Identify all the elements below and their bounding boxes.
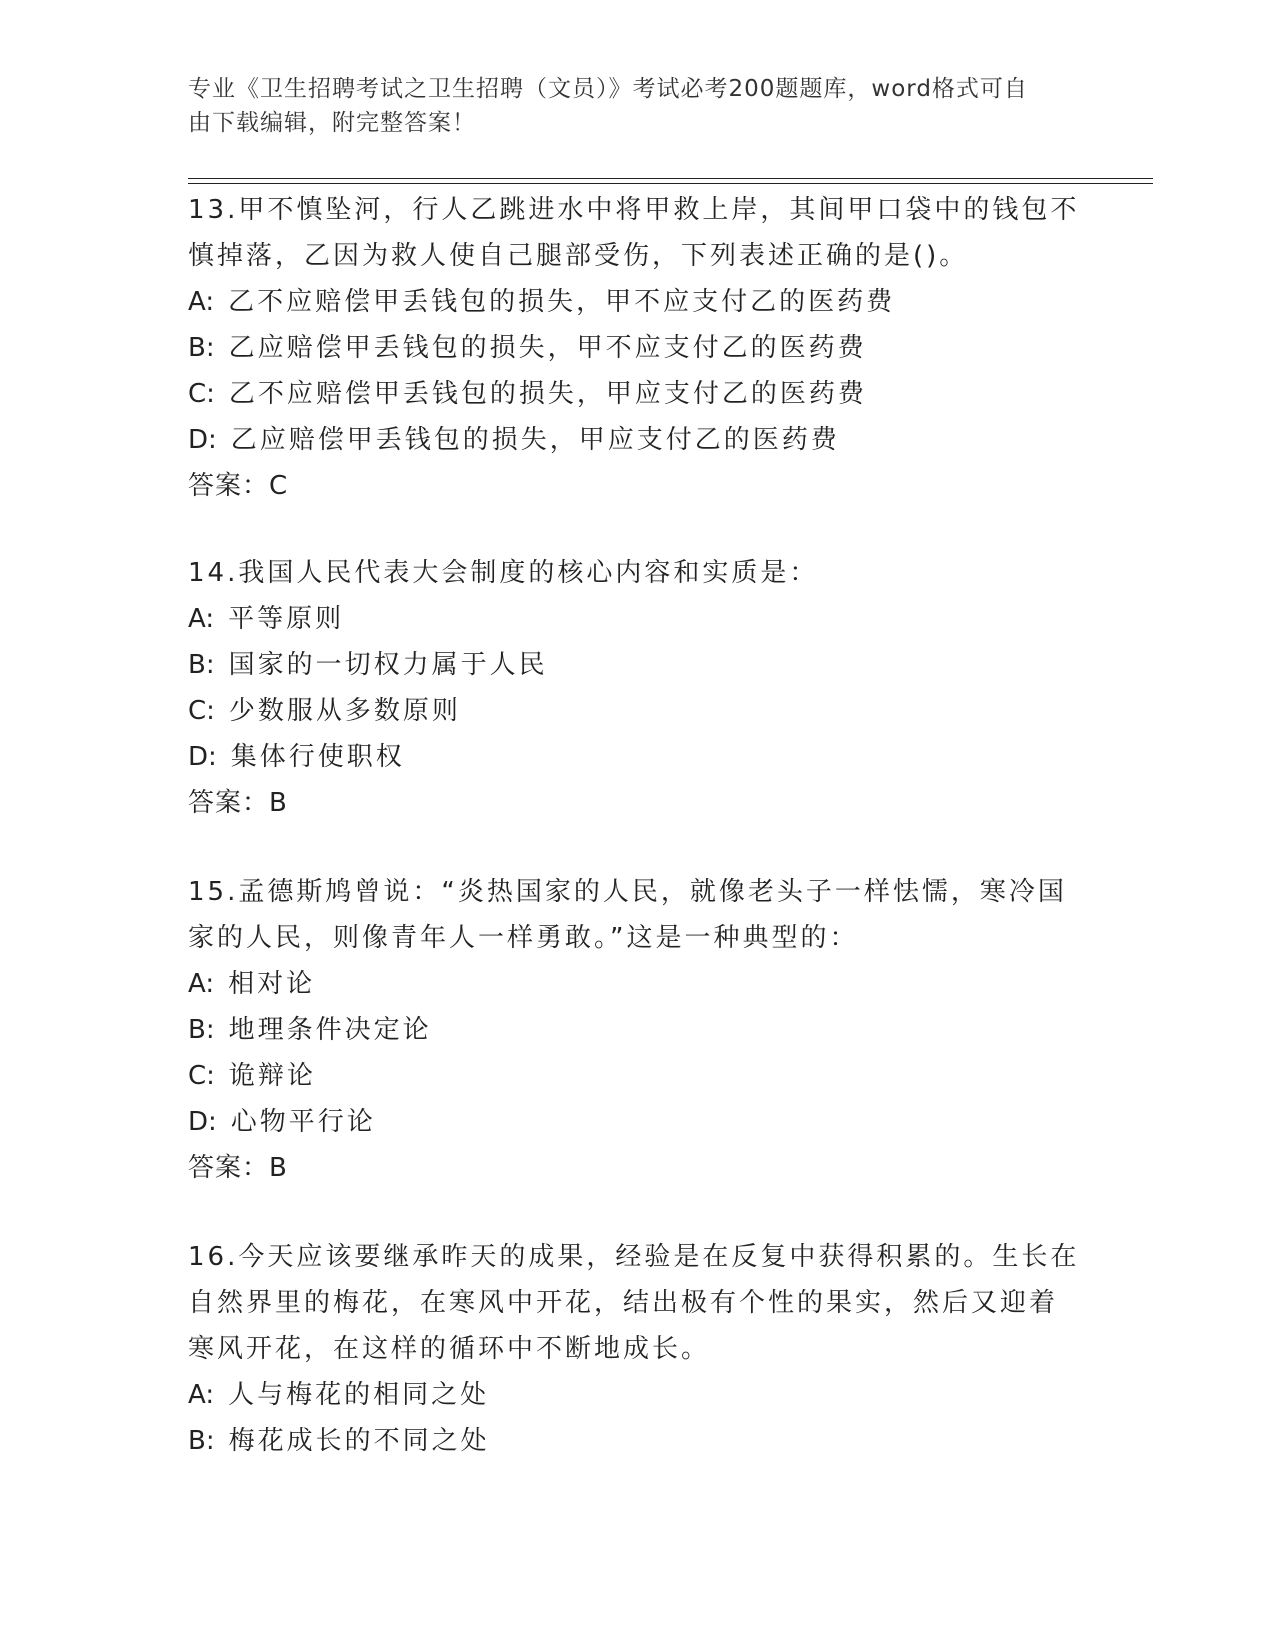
option-text: 乙不应赔偿甲丢钱包的损失，甲不应支付乙的医药费 xyxy=(228,287,896,317)
option-text: 心物平行论 xyxy=(230,1107,376,1137)
question-stem: 慎掉落，乙因为救人使自己腿部受伤，下列表述正确的是()。 xyxy=(188,241,969,271)
question-14 xyxy=(188,550,1078,826)
answer: 答案：B xyxy=(188,1153,288,1183)
option-a xyxy=(188,1372,1078,1418)
question-stem: 15.孟德斯鸠曾说：“炎热国家的人民，就像老头子一样怯懦，寒冷国 xyxy=(188,877,1067,907)
option-text: 集体行使职权 xyxy=(230,742,405,772)
option-label: D: xyxy=(188,1107,217,1137)
option-label: A: xyxy=(188,969,215,999)
answer: 答案：B xyxy=(188,788,288,818)
question-stem: 自然界里的梅花，在寒风中开花，结出极有个性的果实，然后又迎着 xyxy=(188,1288,1059,1318)
option-text: 乙应赔偿甲丢钱包的损失，甲不应支付乙的医药费 xyxy=(228,333,867,363)
option-b xyxy=(188,1418,1078,1464)
option-text: 梅花成长的不同之处 xyxy=(228,1426,490,1456)
option-c xyxy=(188,371,1078,417)
question-15 xyxy=(188,869,1078,1191)
question-stem: 16.今天应该要继承昨天的成果，经验是在反复中获得积累的。生长在 xyxy=(188,1242,1080,1272)
option-label: C: xyxy=(188,379,215,409)
option-a xyxy=(188,279,1078,325)
option-d xyxy=(188,734,1078,780)
header-line: 专业《卫生招聘考试之卫生招聘（文员）》考试必考200题题库，word格式可自 xyxy=(188,76,1028,102)
option-b xyxy=(188,642,1078,688)
option-b xyxy=(188,1007,1078,1053)
option-label: A: xyxy=(188,287,215,317)
option-text: 人与梅花的相同之处 xyxy=(228,1380,490,1410)
option-text: 平等原则 xyxy=(228,604,345,634)
option-text: 国家的一切权力属于人民 xyxy=(228,650,548,680)
document-header xyxy=(188,72,1068,140)
answer: 答案：C xyxy=(188,471,289,501)
question-16 xyxy=(188,1234,1078,1464)
header-divider xyxy=(188,178,1153,179)
option-label: B: xyxy=(188,650,215,680)
option-c xyxy=(188,1053,1078,1099)
header-divider xyxy=(188,183,1153,184)
option-label: A: xyxy=(188,604,215,634)
option-label: B: xyxy=(188,1015,215,1045)
option-text: 相对论 xyxy=(228,969,316,999)
question-13 xyxy=(188,187,1078,509)
header-line: 由下载编辑，附完整答案！ xyxy=(188,110,476,136)
option-d xyxy=(188,417,1078,463)
option-text: 乙不应赔偿甲丢钱包的损失，甲应支付乙的医药费 xyxy=(228,379,867,409)
option-text: 少数服从多数原则 xyxy=(228,696,461,726)
option-label: D: xyxy=(188,425,217,455)
option-label: C: xyxy=(188,1061,215,1091)
option-d xyxy=(188,1099,1078,1145)
option-text: 乙应赔偿甲丢钱包的损失，甲应支付乙的医药费 xyxy=(230,425,840,455)
option-text: 地理条件决定论 xyxy=(228,1015,432,1045)
option-label: C: xyxy=(188,696,215,726)
option-a xyxy=(188,596,1078,642)
option-label: B: xyxy=(188,333,215,363)
option-label: D: xyxy=(188,742,217,772)
option-a xyxy=(188,961,1078,1007)
question-stem: 13.甲不慎坠河，行人乙跳进水中将甲救上岸，其间甲口袋中的钱包不 xyxy=(188,195,1080,225)
question-stem: 寒风开花，在这样的循环中不断地成长。 xyxy=(188,1334,711,1364)
question-stem: 家的人民，则像青年人一样勇敢。”这是一种典型的： xyxy=(188,923,859,953)
option-label: A: xyxy=(188,1380,215,1410)
option-b xyxy=(188,325,1078,371)
option-text: 诡辩论 xyxy=(228,1061,316,1091)
option-label: B: xyxy=(188,1426,215,1456)
question-stem: 14.我国人民代表大会制度的核心内容和实质是： xyxy=(188,558,819,588)
option-c xyxy=(188,688,1078,734)
